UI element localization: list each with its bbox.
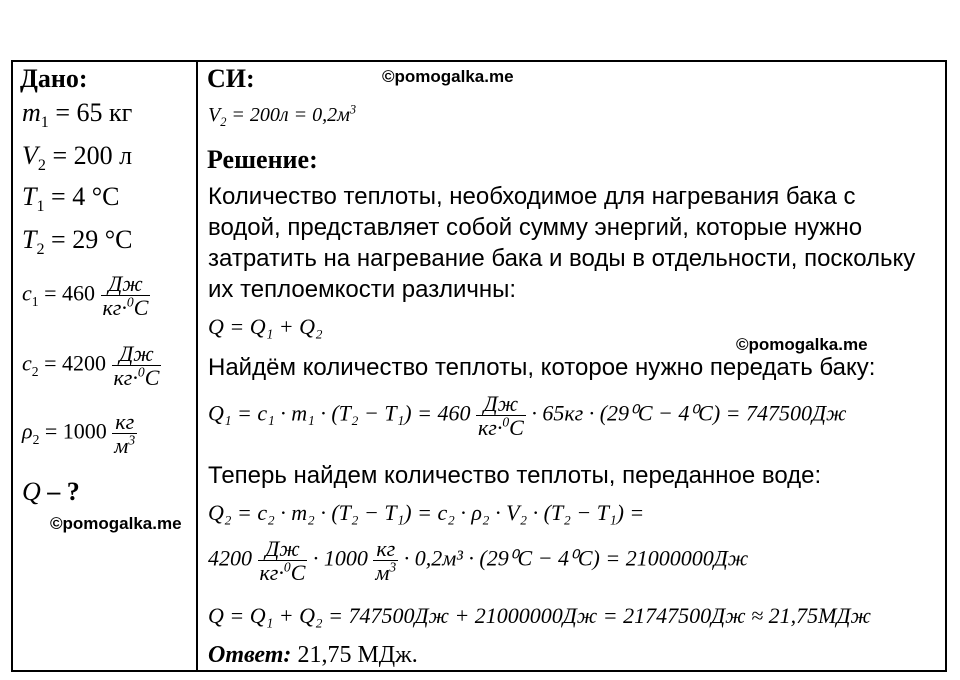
equation-q2-values: 4200 $\frac{Дж}{кг\cdot^0С}$ · 1000 $\frac{кг}{м^3}$ · 0,2м³ · (29⁰С − 4⁰С) = 21000000Дж <box>208 536 749 586</box>
watermark-mid: ©pomogalka.me <box>736 335 868 354</box>
solution-para2: Найдём количество теплоты, которое нужно передать баку: <box>208 354 876 381</box>
given-t2: $T_2 = 29$ °С <box>22 225 133 259</box>
si-heading: СИ: <box>207 64 255 93</box>
given-rho: $\rho_2 = 1000$ $\frac{кг}{м^3}$ <box>22 409 136 459</box>
answer: Ответ: 21,75 МДж. <box>208 642 418 668</box>
given-m1: $m_1 = 65$ кг <box>22 98 133 132</box>
solution-heading: Решение: <box>207 145 318 174</box>
given-heading: Дано: <box>20 64 88 93</box>
solution-para1-line1: Количество теплоты, необходимое для нагревания бака с <box>208 183 856 210</box>
given-c2: $c_2 = 4200$ $\frac{Дж}{кг\cdot^0С}$ <box>22 341 160 391</box>
solution-para1-line4: их теплоемкости различны: <box>208 276 517 303</box>
equation-total: Q = Q₁ + Q₂ = 747500Дж + 21000000Дж = 21747500Дж ≈ 21,75МДж <box>208 603 871 628</box>
watermark-top: ©pomogalka.me <box>382 67 514 86</box>
column-divider <box>196 60 198 672</box>
given-t1: $T_1 = 4$ °С <box>22 182 120 216</box>
given-v2: $V_2 = 200$ л <box>22 141 133 175</box>
equation-q2: Q₂ = c₂ · m₂ · (T₂ − T₁) = c₂ · ρ₂ · V₂ · (T₂ − T₁) = <box>208 500 645 525</box>
equation-q1: Q₁ = c₁ · m₁ · (T₂ − T₁) = 460 $\frac{Дж}{кг\cdot^0С}$ · 65кг · (29⁰С − 4⁰С) = 747500Дж <box>208 391 847 441</box>
si-line: $V_2 = 200л = 0,2м^3$ <box>208 102 357 129</box>
given-c1: $c_1 = 460$ $\frac{Дж}{кг\cdot^0С}$ <box>22 271 149 321</box>
solution-para3: Теперь найдем количество теплоты, переданное воде: <box>208 462 822 489</box>
watermark-left: ©pomogalka.me <box>50 514 182 533</box>
equation-sum: Q = Q₁ + Q₂ <box>208 314 323 339</box>
solution-para1-line3: затратить на нагревание бака и воды в отдельности, поскольку <box>208 245 916 272</box>
solution-para1-line2: водой, представляет собой сумму энергий, которые нужно <box>208 214 863 241</box>
given-find: Q – ? <box>22 477 80 506</box>
